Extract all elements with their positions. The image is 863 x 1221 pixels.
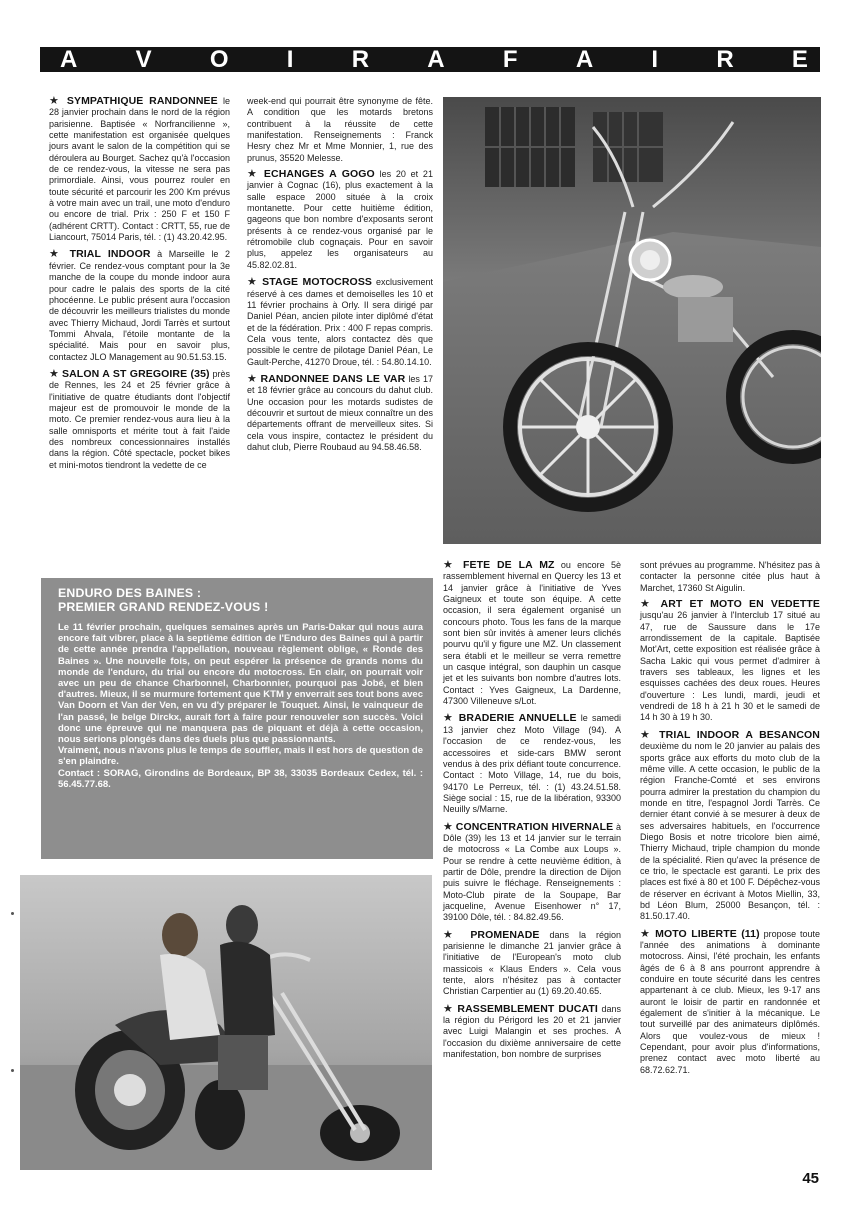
article (443, 822, 621, 924)
article (640, 929, 820, 1076)
article (640, 730, 820, 923)
article (640, 599, 820, 724)
article (247, 374, 433, 453)
margin-dot (11, 912, 14, 915)
article-body: deuxième du nom le 20 janvier au palais des sports grâce aux efforts du moto club de la même ville. A cette occasion, le public de la région Franche-Comté et ses environs pourra admirer la prestation du champion du monde en titre, l'espagnol Jordi Tarrès. Ce dernier étant convié à se mesurer à deux de ses adversaires habituels, en l'occurrence Diego Bosis et notre tricolore bien aimé, Thierry Michaud, triple champion du monde de la spécialité. Rien qu'avec la présence de ce trio, le spectacle est garanti. Le prix des places est fixé à 80 et 100 F. Dépêchez-vous de réserver en écrivant à Motos Miellin, 33, bd Léon Blum, 25000 Besançon, tél. : 81.50.17.40. (640, 741, 820, 922)
star-icon: ★ (443, 1002, 454, 1015)
article-heading: STAGE MOTOCROSS (262, 276, 373, 289)
column-4 (640, 560, 820, 1082)
article-body: jusqu'au 26 janvier à l'Interclub 17 situé au 47, rue de Saussure dans le 17e arrondissement de la capitale. Baptisée Mot'Art, cette exposition est réalisée grâce à Sacha Lakic qui vous permet d'admirer à travers ses tableaux, les lignes et les esquisses cachées des deux roues. Heures d'ouverture : Les lundi, mardi, jeudi et vendredi de 18 h à 21 h 30 et le samedi de 14 h 30 à 19 h 30. (640, 610, 820, 723)
banner-letter: A (575, 46, 594, 73)
enduro-body (58, 622, 423, 790)
banner-letter: I (651, 46, 659, 73)
banner-letter: R (716, 46, 734, 73)
star-icon: ★ (640, 728, 654, 741)
star-icon: ★ (640, 598, 654, 611)
column-2 (247, 96, 433, 459)
star-icon: ★ (247, 372, 258, 385)
star-icon: ★ (640, 927, 652, 940)
article-heading: ECHANGES A GOGO (263, 168, 375, 181)
page-number: 45 (802, 1170, 819, 1187)
banner-letter: O (209, 46, 229, 73)
article-heading: PROMENADE (470, 928, 540, 941)
article-heading: CONCENTRATION HIVERNALE (455, 820, 614, 833)
star-icon: ★ (49, 367, 60, 380)
chopper-illustration (443, 97, 821, 544)
chopper-photo (443, 97, 821, 544)
star-icon: ★ (49, 95, 62, 107)
article-body: propose toute l'année des animations à dominante motocross. Ainsi, l'été prochain, les enfants âgés de 6 à 8 ans pourront apprendre à conduire en toute sécurité dans les centres appartenant à ce club. Mieux, les 9-17 ans auront le loisir de partir en randonnée et également de s'initier à la mécanique. Le tout surveillé par des animateurs diplômés. Alors que voulez-vous de mieux ! Cependant, pour avoir plus d'informations, prenez contact avec moto liberté au 68.72.62.71. (640, 928, 820, 1075)
article (443, 1004, 621, 1061)
article-body: le 28 janvier prochain dans le nord de la région parisienne. Baptisée « Norfrancilienne », cette manifestation est organisée quelques jours avant le salon de la compétition qui se déroulera au Bourget. Sachez qu'à l'occasion de ce rendez-vous, la vitesse ne sera pas primordiale. Ainsi, vous pourrez rouler en toute sécurité et parcourir les 200 Km prévus à votre main avec un trail, une moto d'enduro ou encore de trial. Prix : 250 F et 150 F (adhérent CRTT). Contact : CRTT, 55, rue de Liancourt, 75014 Paris, tél. : (1) 43.20.42.95. (49, 96, 230, 243)
article-body: ou encore 5è rassemblement hivernal en Quercy les 13 et 14 janvier grâce à l'initiative de Yves Gaigneux et toute son équipe. A cette occasion, il sera également organisé un concours photo. Tous les fans de la marque sont bien sûr invités à amener leurs clichés pourvu qu'il y figure une MZ. Un classement sera établi et le meilleur se verra remettre un casque intégral, son dauphin un casque jet et les suivants bon nombre d'autres lots. Contact : Yves Gaigneux, La Dardenne, 47300 Villeneuve s/Lot. (443, 560, 621, 707)
article-body: près de Rennes, les 24 et 25 février grâce à l'initiative de quatre étudiants dont l'objectif majeur est de promouvoir le monde de la moto. Ce premier rendez-vous aura lieu à la salle omnisports et mérite tout à fait l'aide des nombreux concessionnaires installés dans la région. Côté spectacle, pocket bikes et mini-motos tiendront la vedette de ce (49, 368, 230, 470)
margin-dot (11, 1069, 14, 1072)
article-heading: ART ET MOTO EN VEDETTE (660, 598, 820, 611)
enduro-contact: Contact : SORAG, Girondins de Bordeaux, BP 38, 33035 Bordeaux Cedex, tél. : 56.45.77.68. (58, 767, 423, 790)
article-heading: BRADERIE ANNUELLE (458, 712, 577, 725)
article-heading: SYMPATHIQUE RANDONNEE (66, 95, 218, 107)
article-heading: MOTO LIBERTE (11) (655, 927, 760, 940)
article-body: à Dôle (39) les 13 et 14 janvier sur le terrain de motocross « La Combe aux Loups ». Pour se rendre à cette neuvième édition, à partir de Dôle, prendre la direction de Dijon puis suivre le fléchage. Renseignements : Moto-Club pirate de la Soupape, Bar jacqueline, Avenue Eisenhower n° 17, 39100 Dôle, tél. : 84.82.49.56. (443, 821, 621, 923)
star-icon: ★ (443, 559, 457, 571)
article-body: les 17 et 18 février grâce au concours du dahut club. Une occasion pour les motards sudistes de découvrir et surtout de mieux connaître un des départements offrant de merveilleux sites. Si cela vous inspire, contactez le président du dahut club, Pierre Roubaud au 94.58.46.58. (247, 373, 433, 452)
article-body: dans la région parisienne le dimanche 21 janvier grâce à l'initiative de l'European's moto club massicois « Klaus Enders ». Cela vous tente, alors n'hésitez pas à contacter Christian Carpentier au (1) 69.20.40.65. (443, 929, 621, 997)
article (443, 713, 621, 815)
article-continuation: sont prévues au programme. N'hésitez pas à contacter la personne citée plus haut à Marchet, 17360 St Aigulin. (640, 560, 820, 593)
article-body: à Marseille le 2 février. Ce rendez-vous comptant pour la 3e manche de la coupe du monde indoor aura pour cadre le palais des sports de la cité phocéenne. Le public présent aura l'occasion de découvrir les meilleurs trialistes du monde avec Thierry Michaud, Jordi Tarrès et surtout Tommi Ahvala, l'étoile montante de la spécialité. Mais pour en savoir plus, contactez JLO Management au 90.51.53.15. (49, 249, 230, 362)
article-heading: TRIAL INDOOR (69, 248, 151, 261)
star-icon: ★ (443, 928, 461, 941)
banner-letter: F (502, 46, 518, 73)
article-body: les 20 et 21 janvier à Cognac (16), plus exactement à la salle espace 2000 située à la croix montanette. Pour cette huitième édition, gageons que bon nombre d'exposants seront présents à ce rendez-vous organisé par le rétromobile club cognaçais. Pour en savoir plus, appelez les organisateurs au 45.82.02.81. (247, 169, 433, 270)
star-icon: ★ (443, 712, 455, 725)
enduro-paragraph: Vraiment, nous n'avons plus le temps de souffler, mais il est hors de question de s'en plaindre. (58, 745, 423, 768)
section-banner (40, 47, 820, 72)
enduro-feature-box (41, 578, 433, 859)
article (49, 96, 230, 243)
star-icon: ★ (247, 276, 259, 289)
banner-letter: E (791, 46, 808, 73)
banner-letter: A (427, 46, 445, 73)
banner-letter: R (351, 46, 370, 73)
star-icon: ★ (443, 820, 454, 833)
article-heading: RANDONNEE DANS LE VAR (260, 372, 406, 385)
article (49, 369, 230, 471)
article-heading: SALON A ST GREGOIRE (35) (62, 367, 210, 380)
article (247, 169, 433, 271)
article-heading: TRIAL INDOOR A BESANCON (659, 728, 820, 741)
article (247, 277, 433, 368)
enduro-paragraph: Le 11 février prochain, quelques semaines après un Paris-Dakar qui nous aura encore fait vibrer, place à la septième édition de l'Enduro des Baines qui à partir de cette année prendra l'appellation, nouveau règlement oblige, « Ronde des Baines ». Une nouvelle fois, on peut espérer la présence de grands noms du monde de l'enduro, du trial ou encore du motocross. En clair, on pourrait voir avec un peu de chance Charbonnel, Charbonnier, pourquoi pas Jobé, et bien d'autres. Mieux, il se murmure fortement que KTM y enverrait ses tout bons avec Van Doorn et Van der Ven, en vu d'y préparer le Touquet. Ainsi, le vainqueur de l'an passé, le belge Dirckx, aurait fort à faire pour renouveler son succès. Voici donc une épreuve qui ne manquera pas de piquant et déjà à cette occasion, nous serions plongés dans des duels plus que passionnants. (58, 622, 423, 746)
banner-letter: I (286, 46, 294, 73)
article (49, 249, 230, 362)
article-continuation: week-end qui pourrait être synonyme de fête. A condition que les motards bretons contribuent à la réussite de cette manifestation. Renseignements : Franck Hesry chez Mr et Mme Monnier, 1, rue des prunus, 35520 Melesse. (247, 96, 433, 163)
article-body: dans la région du Périgord les 20 et 21 janvier avec Luigi Malangin et ses proches. A l'occasion du dixième anniversaire de cette manifestation, bon nombre de surprises (443, 1003, 621, 1060)
article-body: exclusivement réservé à ces dames et demoiselles les 10 et 11 février prochains à Orly. Il sera dirigé par Daniel Péan, ancien pilote inter diplômé d'état et de la fédération. Prix : 400 F repas compris. Cela vous tente, alors contactez dès que possible le centre de pilotage Daniel Péan, Le Gault-Perche, 41270 Droue, tél. : 54.80.14.10. (247, 277, 433, 367)
trike-illustration (20, 875, 432, 1170)
banner-letter: V (135, 46, 152, 73)
banner-letter: A (60, 46, 78, 73)
column-3 (443, 560, 621, 1066)
article-heading: FETE DE LA MZ (462, 559, 555, 571)
column-1 (49, 96, 230, 477)
article-body: le samedi 13 janvier chez Moto Village (94). A l'occasion de ce rendez-vous, les accessoires et side-cars BMW seront vendus à des prix défiant toute concurrence. Contact : Moto Village, 14, rue du bois, 94170 Le Perreux, tél. : (1) 43.24.51.58. Siège social : 15, rue de la libération, 93300 Neuilly s/Marne. (443, 713, 621, 815)
star-icon: ★ (247, 168, 260, 181)
star-icon: ★ (49, 248, 63, 261)
enduro-subtitle: PREMIER GRAND RENDEZ-VOUS ! (58, 600, 269, 614)
article-heading: RASSEMBLEMENT DUCATI (457, 1002, 598, 1015)
enduro-title: ENDURO DES BAINES : (58, 586, 202, 600)
trike-photo (20, 875, 432, 1170)
article (443, 560, 621, 707)
article (443, 930, 621, 998)
